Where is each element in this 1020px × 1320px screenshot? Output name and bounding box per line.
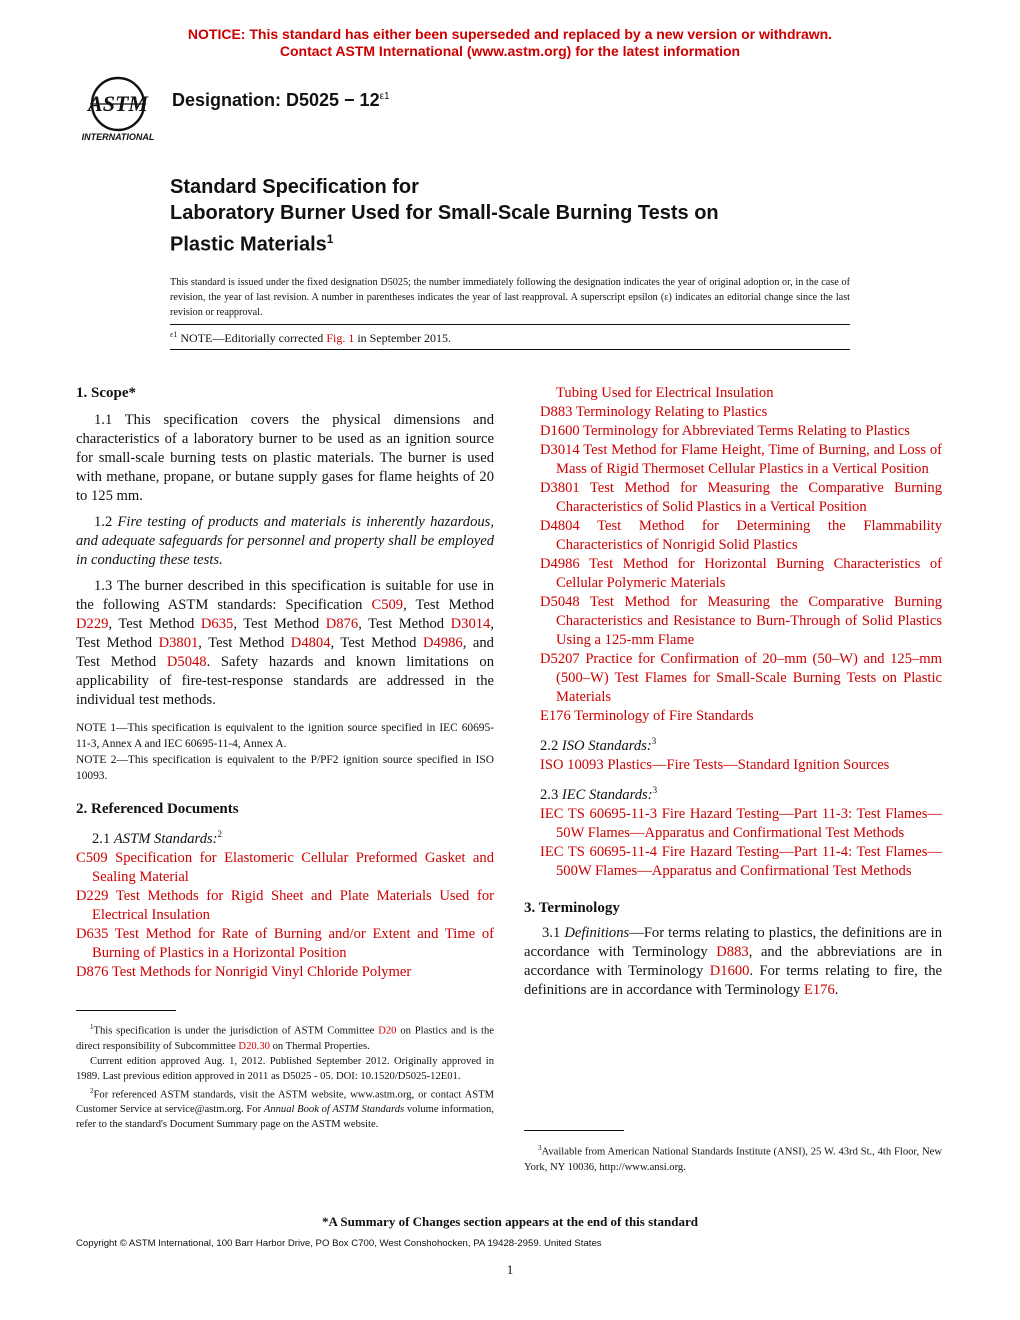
ref-code-d3801[interactable]: D3801 <box>540 480 580 496</box>
notice-line-2: Contact ASTM International (www.astm.org) for the latest information <box>279 43 741 59</box>
ref-item-d5048 <box>540 593 942 650</box>
withdrawal-notice <box>0 26 1020 60</box>
ref-text-d5048[interactable]: Test Method for Measuring the Comparative Burning Characteristics and Resistance to Burn-Through of Solid Plastics Using a 125-mm Flame <box>556 594 942 648</box>
title-line-3: Plastic Materials$^1$ <box>170 232 334 256</box>
ref-link-d883[interactable]: D883 <box>716 943 749 960</box>
ref-link-d229[interactable]: D229 <box>76 616 109 632</box>
ref-code-e176[interactable]: E176 <box>540 708 571 724</box>
ref-item-d3801 <box>540 479 942 517</box>
para-1-3: 1.3 The burner described in this specification is suitable for use in the following ASTM standards: Specification C509, Test Method D229, Test Method D635, Test Method D876, Test Method D3014, Test Method D3801, Test Method D4804, Test Method D4986, and Test Method D5048. Safety hazards and known limitations on applicability of fire-test-response standards are addressed in the individual test methods. <box>76 578 495 708</box>
ref-text-d229[interactable]: Test Methods for Rigid Sheet and Plate Materials Used for Electrical Insulation <box>92 887 494 923</box>
ref-code-iec-60695-11-4[interactable]: IEC TS 60695-11-4 <box>540 843 658 860</box>
ref-item-iec-60695-11-3 <box>540 805 942 843</box>
ref-text-iec-60695-11-3[interactable]: Fire Hazard Testing—Part 11-3: Test Flames—50W Flames—Apparatus and Confirmational Test Methods <box>556 805 943 841</box>
left-column <box>76 384 494 982</box>
title-line-1: Standard Specification for <box>170 176 419 198</box>
ref-link-e176[interactable]: E176 <box>803 981 835 998</box>
ref-item-c509 <box>76 849 494 887</box>
ref-code-d1600[interactable]: D1600 <box>540 423 580 439</box>
ref-text-d3014[interactable]: Test Method for Flame Height, Time of Burning, and Loss of Mass of Rigid Thermoset Cellular Plastics in a Vertical Position <box>556 442 942 477</box>
fig-1-link[interactable]: Fig. 1 <box>326 331 355 345</box>
ref-code-d4804[interactable]: D4804 <box>540 518 580 534</box>
copyright-line: Copyright © ASTM International, 100 Barr Harbor Drive, PO Box C700, West Conshohocken, PA 19428-2959. United States <box>76 1238 602 1249</box>
footnotes-right <box>524 1141 942 1175</box>
ref-text-d4986[interactable]: Test Method for Horizontal Burning Characteristics of Cellular Polymeric Materials <box>556 556 942 591</box>
ref-text-iso-10093[interactable]: Plastics—Fire Tests—Standard Ignition Sources <box>607 756 890 773</box>
note-1: NOTE 1—This specification is equivalent to the ignition source specified in IEC 60695-11-3, Annex A and IEC 60695-11-4, Annex A. <box>76 722 494 750</box>
ref-text-iec-60695-11-4[interactable]: Fire Hazard Testing—Part 11-4: Test Flames—500W Flames—Apparatus and Confirmational Test Methods <box>556 843 943 879</box>
ref-link-d1600[interactable]: D1600 <box>709 962 750 979</box>
designation-label: Designation: D5025 − 12 <box>172 90 380 110</box>
ref-item-d229 <box>76 887 494 925</box>
iso-standards-label: 2.2 ISO Standards:$^3$ <box>540 736 657 754</box>
footnote-rule-right <box>524 1130 624 1131</box>
ref-text-d4804[interactable]: Test Method for Determining the Flammability Characteristics of Nonrigid Solid Plastics <box>556 518 942 553</box>
astm-logo-mark <box>76 74 160 144</box>
footnote-2: $^2$For referenced ASTM standards, visit the ASTM website, www.astm.org, or contact ASTM Customer Service at service@astm.org. For Annual Book of ASTM Standards volume information, refer to the standard's Document Summary page on the ASTM website. <box>76 1086 494 1131</box>
footnote-1: $^1$This specification is under the jurisdiction of ASTM Committee D20 on Plastics and is the direct responsibility of Subcommittee D20.30 on Thermal Properties. <box>76 1023 494 1052</box>
ref-code-d3014[interactable]: D3014 <box>540 442 580 458</box>
summary-of-changes-note: *A Summary of Changes section appears at the end of this standard <box>322 1214 698 1229</box>
ref-text-d5207[interactable]: Practice for Confirmation of 20–mm (50–W) and 125–mm (500–W) Test Flames for Small-Scale Burning Tests on Plastic Materials <box>556 651 943 705</box>
footnote-1-approval: Current edition approved Aug. 1, 2012. Published September 2012. Originally approved in 1989. Last previous edition approved in 2011 as D5025 - 05. DOI: 10.1520/D5025-12E01. <box>76 1055 494 1082</box>
ref-text-d876-cont[interactable]: Tubing Used for Electrical Insulation <box>556 385 774 401</box>
ref-code-d876[interactable]: D876 <box>76 963 109 980</box>
ref-code-d5207[interactable]: D5207 <box>540 651 580 667</box>
ref-text-d1600[interactable]: Terminology for Abbreviated Terms Relating to Plastics <box>583 423 910 439</box>
ref-code-d5048[interactable]: D5048 <box>540 594 580 610</box>
subcommittee-d20-30-link[interactable]: D20.30 <box>238 1040 270 1052</box>
ref-text-e176[interactable]: Terminology of Fire Standards <box>574 708 754 724</box>
ref-code-d4986[interactable]: D4986 <box>540 556 580 572</box>
ref-item-iso-10093 <box>540 756 942 775</box>
notice-line-1: NOTICE: This standard has either been superseded and replaced by a new version or withdrawn. <box>187 26 833 42</box>
ref-code-d635[interactable]: D635 <box>76 925 109 942</box>
header-rule-top <box>170 324 850 325</box>
note-2: NOTE 2—This specification is equivalent to the P/PF2 ignition source specified in ISO 10093. <box>76 754 494 782</box>
right-column <box>524 384 942 1000</box>
ref-item-iec-60695-11-4 <box>540 843 942 881</box>
referenced-documents-heading: 2. Referenced Documents <box>76 801 239 817</box>
terminology-heading: 3. Terminology <box>524 899 620 916</box>
astm-standards-label: 2.1 ASTM Standards:$^2$ <box>92 829 223 847</box>
ref-item-d876 <box>76 963 494 982</box>
footnote-3: $^3$Available from American National Standards Institute (ANSI), 25 W. 43rd St., 4th Floor, New York, NY 10036, http://www.ansi.org. <box>524 1144 942 1173</box>
ref-code-iec-60695-11-3[interactable]: IEC TS 60695-11-3 <box>540 805 658 822</box>
committee-d20-link[interactable]: D20 <box>378 1025 397 1037</box>
ref-code-iso-10093[interactable]: ISO 10093 <box>540 756 604 773</box>
iec-standards-label: 2.3 IEC Standards:$^3$ <box>540 784 658 803</box>
ref-link-d4986[interactable]: D4986 <box>423 635 463 651</box>
ref-link-d4804[interactable]: D4804 <box>290 635 331 651</box>
ref-link-c509[interactable]: C509 <box>371 597 404 613</box>
ref-text-c509[interactable]: Specification for Elastomeric Cellular Preformed Gasket and Sealing Material <box>92 849 494 885</box>
ref-text-d3801[interactable]: Test Method for Measuring the Comparative Burning Characteristics of Solid Plastics in a Vertical Position <box>556 480 942 515</box>
title-line-2: Laboratory Burner Used for Small-Scale Burning Tests on <box>170 202 719 224</box>
ref-code-d883[interactable]: D883 <box>540 404 573 420</box>
ref-item-d635 <box>76 925 494 963</box>
ref-link-d876[interactable]: D876 <box>325 616 359 632</box>
astm-logo <box>76 74 160 144</box>
designation-superscript: ε1 <box>379 91 390 102</box>
ref-item-d4804 <box>540 517 942 555</box>
designation <box>172 90 390 111</box>
ref-link-d635[interactable]: D635 <box>200 616 234 632</box>
footnote-rule-left <box>76 1010 176 1011</box>
footnotes-left <box>76 1020 494 1132</box>
ref-text-d876[interactable]: Test Methods for Nonrigid Vinyl Chloride Polymer <box>111 963 412 980</box>
epsilon-note: $^{\varepsilon 1}$ NOTE—Editorially corrected Fig. 1 in September 2015. <box>170 330 451 345</box>
ref-text-d635[interactable]: Test Method for Rate of Burning and/or Extent and Time of Burning of Plastics in a Horizontal Position <box>92 925 494 961</box>
document-title <box>170 174 890 258</box>
para-3-1: 3.1 Definitions—For terms relating to plastics, the definitions are in accordance with Terminology D883, and the abbreviations are in accordance with Terminology D1600. For terms relating to fire, the definitions are in accordance with Terminology E176. <box>524 924 943 998</box>
header-rule-bottom <box>170 349 850 350</box>
ref-item-d4986 <box>540 555 942 593</box>
logo-letters: ASTM <box>88 91 148 116</box>
ref-text-d883[interactable]: Terminology Relating to Plastics <box>575 404 768 420</box>
title-footnote-mark: 1 <box>326 232 334 246</box>
page-number: 1 <box>506 1262 514 1277</box>
ref-code-c509[interactable]: C509 <box>76 849 108 866</box>
ref-item-d5207 <box>540 650 942 707</box>
para-1-1: 1.1 This specification covers the physical dimensions and characteristics of a laboratory burner to be used as an ignition source for small-scale burning tests on plastic materials. The burner is used with methane, propane, or butane supply gases for flame heights of 20 to 125 mm. <box>76 412 494 504</box>
ref-item-d3014 <box>540 441 942 479</box>
ref-link-d3801[interactable]: D3801 <box>158 635 199 651</box>
ref-link-d3014[interactable]: D3014 <box>450 616 491 632</box>
scope-heading: 1. Scope* <box>76 385 136 401</box>
ref-code-d229[interactable]: D229 <box>76 887 109 904</box>
ref-item-d1600 <box>540 422 942 441</box>
ref-item-d883 <box>540 403 942 422</box>
ref-link-d5048[interactable]: D5048 <box>166 654 207 670</box>
issued-statement: This standard is issued under the fixed designation D5025; the number immediately following the designation indicates the year of original adoption or, in the case of revision, the year of last revision. A number in parentheses indicates the year of last reapproval. A superscript epsilon (ε) indicates an editorial change since the last revision or reapproval. <box>170 277 850 318</box>
ref-item-d876-continued <box>524 384 942 403</box>
para-1-2: 1.2 Fire testing of products and materials is inherently hazardous, and adequate safeguards for personnel and property shall be employed in conducting these tests. <box>76 514 495 568</box>
ref-item-e176 <box>540 707 942 726</box>
logo-word: INTERNATIONAL <box>81 132 155 142</box>
